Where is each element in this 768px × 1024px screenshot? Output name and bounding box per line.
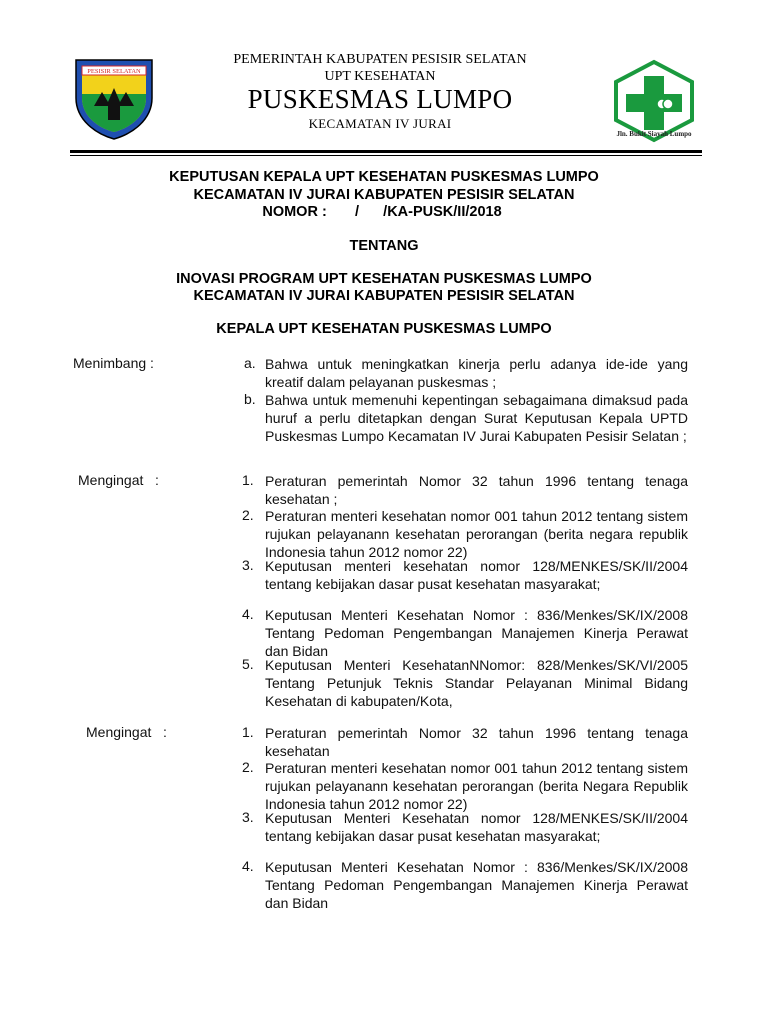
mengingat-item-number: 4. — [242, 606, 254, 622]
mengingat-item-number: 3. — [242, 809, 254, 825]
mengingat-item-number: 4. — [242, 858, 254, 874]
logo-address-caption: Jln. Bukit Siayah Lumpo — [616, 130, 692, 138]
mengingat-item: Keputusan menteri kesehatan nomor 128/MENKES/SK/II/2004 tentang kebijakan dasar pusat kesehatan masyarakat; — [265, 558, 688, 592]
mengingat-item-number: 5. — [242, 656, 254, 672]
menimbang-label: Menimbang : — [73, 355, 154, 371]
left-logo-text: PESISIR SELATAN — [87, 68, 141, 75]
letterhead-district: KECAMATAN IV JURAI — [308, 116, 452, 131]
decree-title-line1: KEPUTUSAN KEPALA UPT KESEHATAN PUSKESMAS LUMPO — [169, 169, 599, 185]
letterhead-government: PEMERINTAH KABUPATEN PESISIR SELATAN — [233, 52, 527, 67]
letterhead-unit: UPT KESEHATAN — [324, 69, 436, 84]
mengingat-item: Peraturan menteri kesehatan nomor 001 tahun 2012 tentang sistem rujukan pelayanann kesehatan perorangan (berita negara republik Indonesia tahun 2012 nomor 22) — [265, 508, 688, 560]
subject-line2: KECAMATAN IV JURAI KABUPATEN PESISIR SELATAN — [193, 288, 575, 304]
tentang-heading: TENTANG — [349, 238, 419, 254]
letterhead-rule-thick — [70, 150, 702, 153]
pesisir-selatan-emblem-icon — [72, 54, 156, 140]
letterhead — [0, 0, 768, 160]
menimbang-item: Bahwa untuk meningkatkan kinerja perlu adanya ide-ide yang kreatif dalam pelayanan puskesmas ; — [265, 356, 688, 390]
mengingat-label: Mengingat : — [86, 724, 167, 740]
mengingat-item-number: 1. — [242, 472, 254, 488]
letterhead-rule-thin — [70, 155, 702, 156]
mengingat-item: Keputusan Menteri KesehatanNNomor: 828/Menkes/SK/VI/2005 Tentang Petunjuk Teknis Standar Pelayanan Minimal Bidang Kesehatan di kabupaten/Kota, — [265, 657, 688, 709]
mengingat-item-number: 2. — [242, 507, 254, 523]
authority-heading: KEPALA UPT KESEHATAN PUSKESMAS LUMPO — [216, 321, 552, 337]
menimbang-item-number: a. — [244, 355, 256, 371]
letterhead-institution: PUSKESMAS LUMPO — [247, 84, 513, 114]
mengingat-item-number: 2. — [242, 759, 254, 775]
mengingat-item: Peraturan pemerintah Nomor 32 tahun 1996 tentang tenaga kesehatan ; — [265, 473, 688, 507]
mengingat-item-number: 3. — [242, 557, 254, 573]
mengingat-item: Peraturan pemerintah Nomor 32 tahun 1996 tentang tenaga kesehatan — [265, 725, 688, 759]
mengingat-item: Keputusan Menteri Kesehatan Nomor : 836/Menkes/SK/IX/2008 Tentang Pedoman Pengembangan Manajemen Kinerja Perawat dan Bidan — [265, 859, 688, 911]
menimbang-item-number: b. — [244, 391, 256, 407]
mengingat-item-number: 1. — [242, 724, 254, 740]
mengingat-item: Peraturan menteri kesehatan nomor 001 tahun 2012 tentang sistem rujukan pelayanann kesehatan perorangan (berita Negara Republik Indonesia tahun 2012 nomor 22) — [265, 760, 688, 812]
subject-line1: INOVASI PROGRAM UPT KESEHATAN PUSKESMAS LUMPO — [176, 271, 592, 287]
mengingat-label: Mengingat : — [78, 472, 159, 488]
mengingat-item: Keputusan Menteri Kesehatan nomor 128/MENKES/SK/II/2004 tentang kebijakan dasar pusat kesehatan masyarakat; — [265, 810, 688, 844]
decree-number: NOMOR : / /KA-PUSK/II/2018 — [262, 204, 502, 220]
menimbang-item: Bahwa untuk memenuhi kepentingan sebagaimana dimaksud pada huruf a perlu ditetapkan dengan Surat Keputusan Kepala UPTD Puskesmas Lumpo Kecamatan IV Jurai Kabupaten Pesisir Selatan ; — [265, 392, 688, 444]
decree-title-line2: KECAMATAN IV JURAI KABUPATEN PESISIR SELATAN — [193, 187, 575, 203]
mengingat-item: Keputusan Menteri Kesehatan Nomor : 836/Menkes/SK/IX/2008 Tentang Pedoman Pengembangan Manajemen Kinerja Perawat dan Bidan — [265, 607, 688, 659]
